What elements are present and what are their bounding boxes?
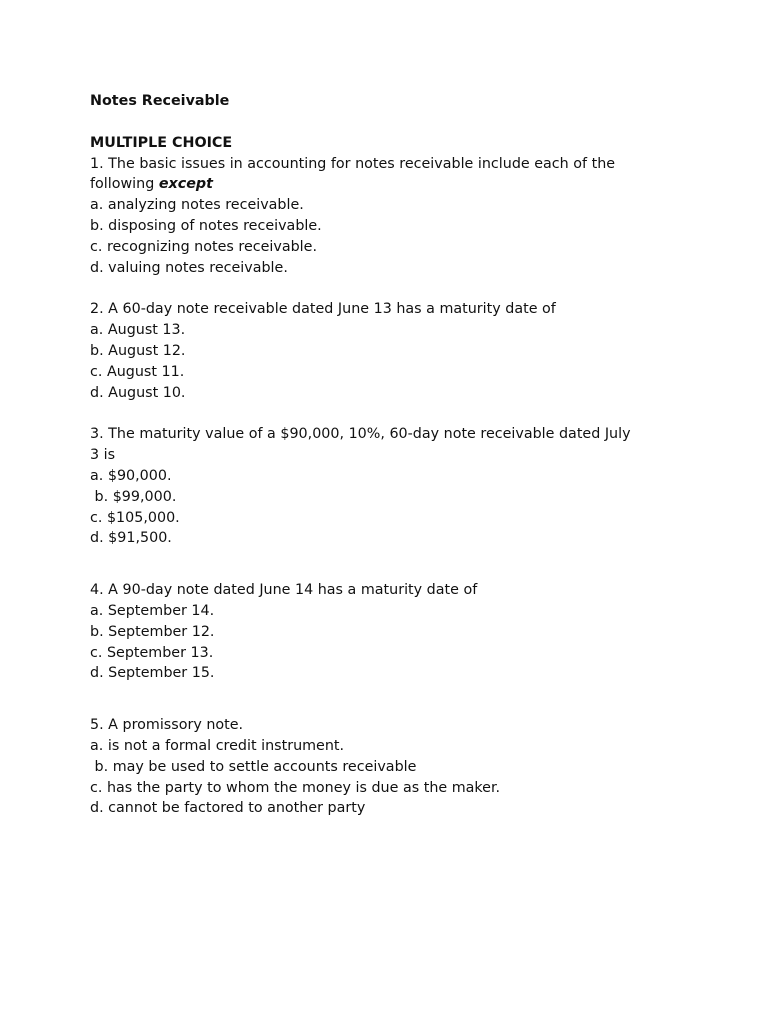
question-text: 2. A 60-day note receivable dated June 13 has a maturity date of: [90, 301, 556, 318]
answer-option: a. September 14.: [90, 602, 215, 619]
answer-option: b. August 12.: [90, 342, 186, 359]
question-1: [90, 154, 690, 279]
question-text: 5. A promissory note.: [90, 717, 244, 734]
answer-option: c. $105,000.: [90, 509, 180, 526]
question-text-continued: 3 is: [90, 447, 116, 464]
answer-option: d. valuing notes receivable.: [90, 259, 288, 276]
answer-option: d. September 15.: [90, 665, 215, 682]
question-4: [90, 580, 690, 684]
spacer: [90, 112, 690, 133]
answer-option: b. September 12.: [90, 623, 215, 640]
answer-option: a. analyzing notes receivable.: [90, 197, 304, 214]
question-text: 3. The maturity value of a $90,000, 10%, 60-day note receivable dated July: [90, 426, 631, 443]
answer-option: d. $91,500.: [90, 530, 172, 547]
answer-option: b. may be used to settle accounts receivable: [90, 758, 417, 775]
question-text-prefix: following: [90, 176, 159, 193]
answer-option: d. cannot be factored to another party: [90, 800, 366, 817]
answer-option: a. is not a formal credit instrument.: [90, 737, 345, 754]
question-5: [90, 715, 690, 819]
answer-option: d. August 10.: [90, 384, 186, 401]
answer-option: c. August 11.: [90, 363, 185, 380]
spacer: [90, 403, 690, 424]
answer-option: c. September 13.: [90, 644, 214, 661]
answer-option: c. has the party to whom the money is due as the maker.: [90, 779, 501, 796]
spacer: [90, 549, 690, 580]
question-text: 1. The basic issues in accounting for notes receivable include each of the: [90, 155, 616, 172]
document-title: Notes Receivable: [90, 93, 230, 109]
answer-option: a. $90,000.: [90, 467, 172, 484]
answer-option: a. August 13.: [90, 322, 186, 339]
question-text-continued: [90, 174, 690, 195]
emphasis-text: except: [158, 176, 213, 193]
answer-option: b. $99,000.: [90, 488, 177, 505]
document-page: [90, 91, 690, 819]
question-text: 4. A 90-day note dated June 14 has a maturity date of: [90, 582, 478, 599]
answer-option: b. disposing of notes receivable.: [90, 217, 322, 234]
spacer: [90, 684, 690, 715]
answer-option: c. recognizing notes receivable.: [90, 238, 317, 255]
question-3: [90, 424, 690, 549]
section-heading: MULTIPLE CHOICE: [90, 134, 233, 151]
spacer: [90, 278, 690, 299]
question-2: [90, 299, 690, 403]
